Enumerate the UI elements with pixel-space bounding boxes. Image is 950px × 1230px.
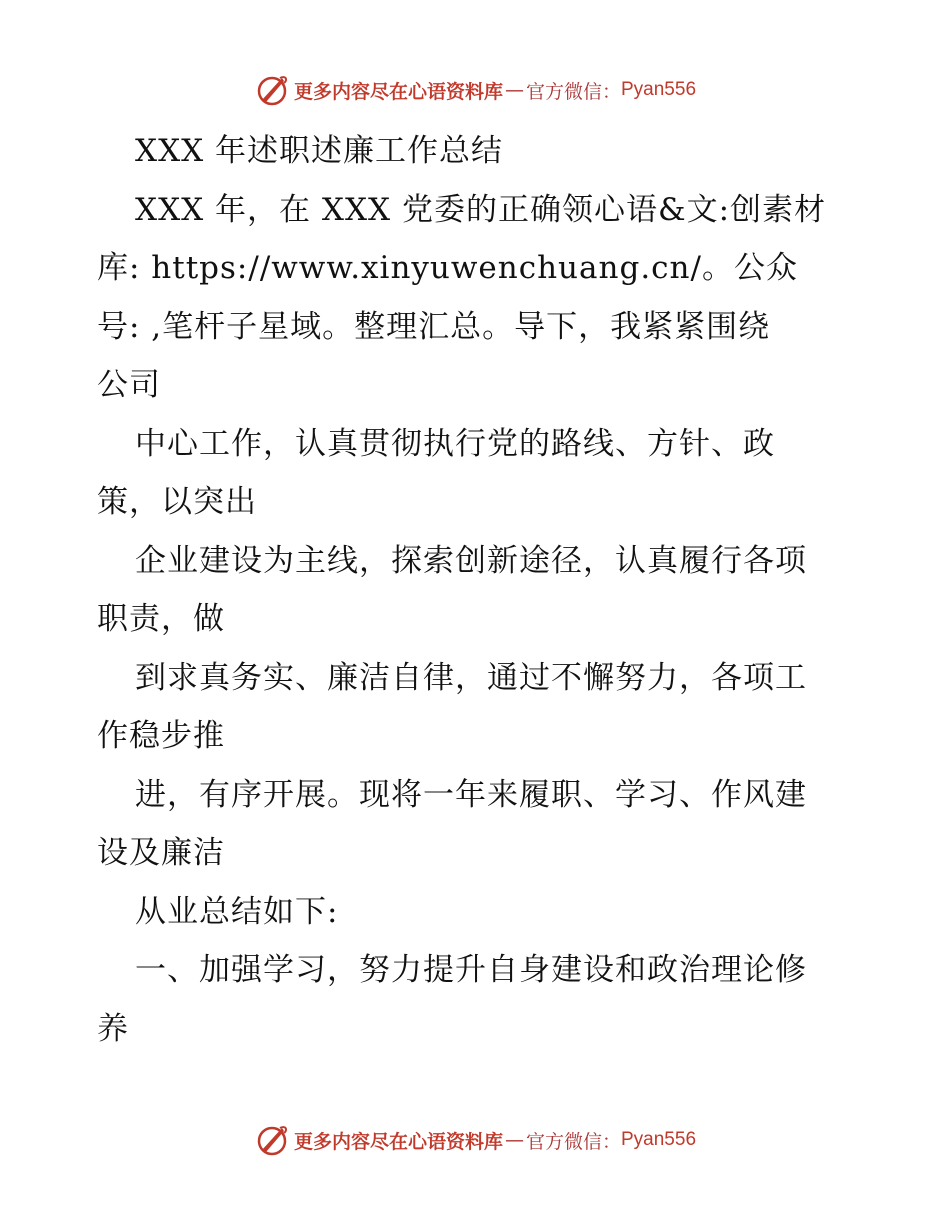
text-line: 中心工作，认真贯彻执行党的路线、方针、政 — [135, 425, 775, 462]
text-line: 一、加强学习，努力提升自身建设和政治理论修 — [135, 952, 807, 988]
text-line: XXX 年，在 XXX 党委的正确领心语&文:创素材 — [135, 191, 827, 228]
text-line: 公司 — [97, 367, 161, 403]
text-line: 从业总结如下: — [135, 893, 339, 930]
text-line: 策，以突出 — [97, 484, 257, 520]
footer-watermark — [0, 1120, 950, 1160]
text-line: 进，有序开展。现将一年来履职、学习、作风建 — [135, 776, 807, 813]
watermark-separator: — — [504, 79, 524, 101]
quill-logo-icon — [254, 72, 290, 108]
watermark-brand: 更多内容尽在心语资料库 — [293, 80, 503, 103]
text-line: 到求真务实、廉洁自律，通过不懈努力，各项工 — [135, 659, 807, 696]
document-body — [97, 122, 877, 1058]
document-title: XXX 年述职述廉工作总结 — [135, 133, 504, 169]
text-line: 养 — [97, 1010, 129, 1047]
watermark-account: Pyan556 — [621, 1129, 697, 1150]
text-line: 职责，做 — [97, 601, 225, 637]
text-line: 企业建设为主线，探索创新途径，认真履行各项 — [135, 542, 807, 579]
watermark-label: 官方微信： — [525, 80, 621, 103]
watermark-label: 官方微信： — [525, 1130, 621, 1153]
text-line: 设及廉洁 — [97, 835, 225, 871]
text-line: 库: https://www.xinyuwenchuang.cn/。公众 — [97, 250, 798, 286]
watermark-account: Pyan556 — [621, 79, 697, 100]
watermark-brand: 更多内容尽在心语资料库 — [293, 1130, 503, 1153]
watermark-separator: — — [504, 1129, 524, 1151]
quill-logo-icon — [254, 1122, 290, 1158]
text-line: 作稳步推 — [97, 718, 225, 754]
header-watermark — [0, 70, 950, 110]
text-line: 号: ,笔杆子星域。整理汇总。导下，我紧紧围绕 — [97, 308, 771, 345]
